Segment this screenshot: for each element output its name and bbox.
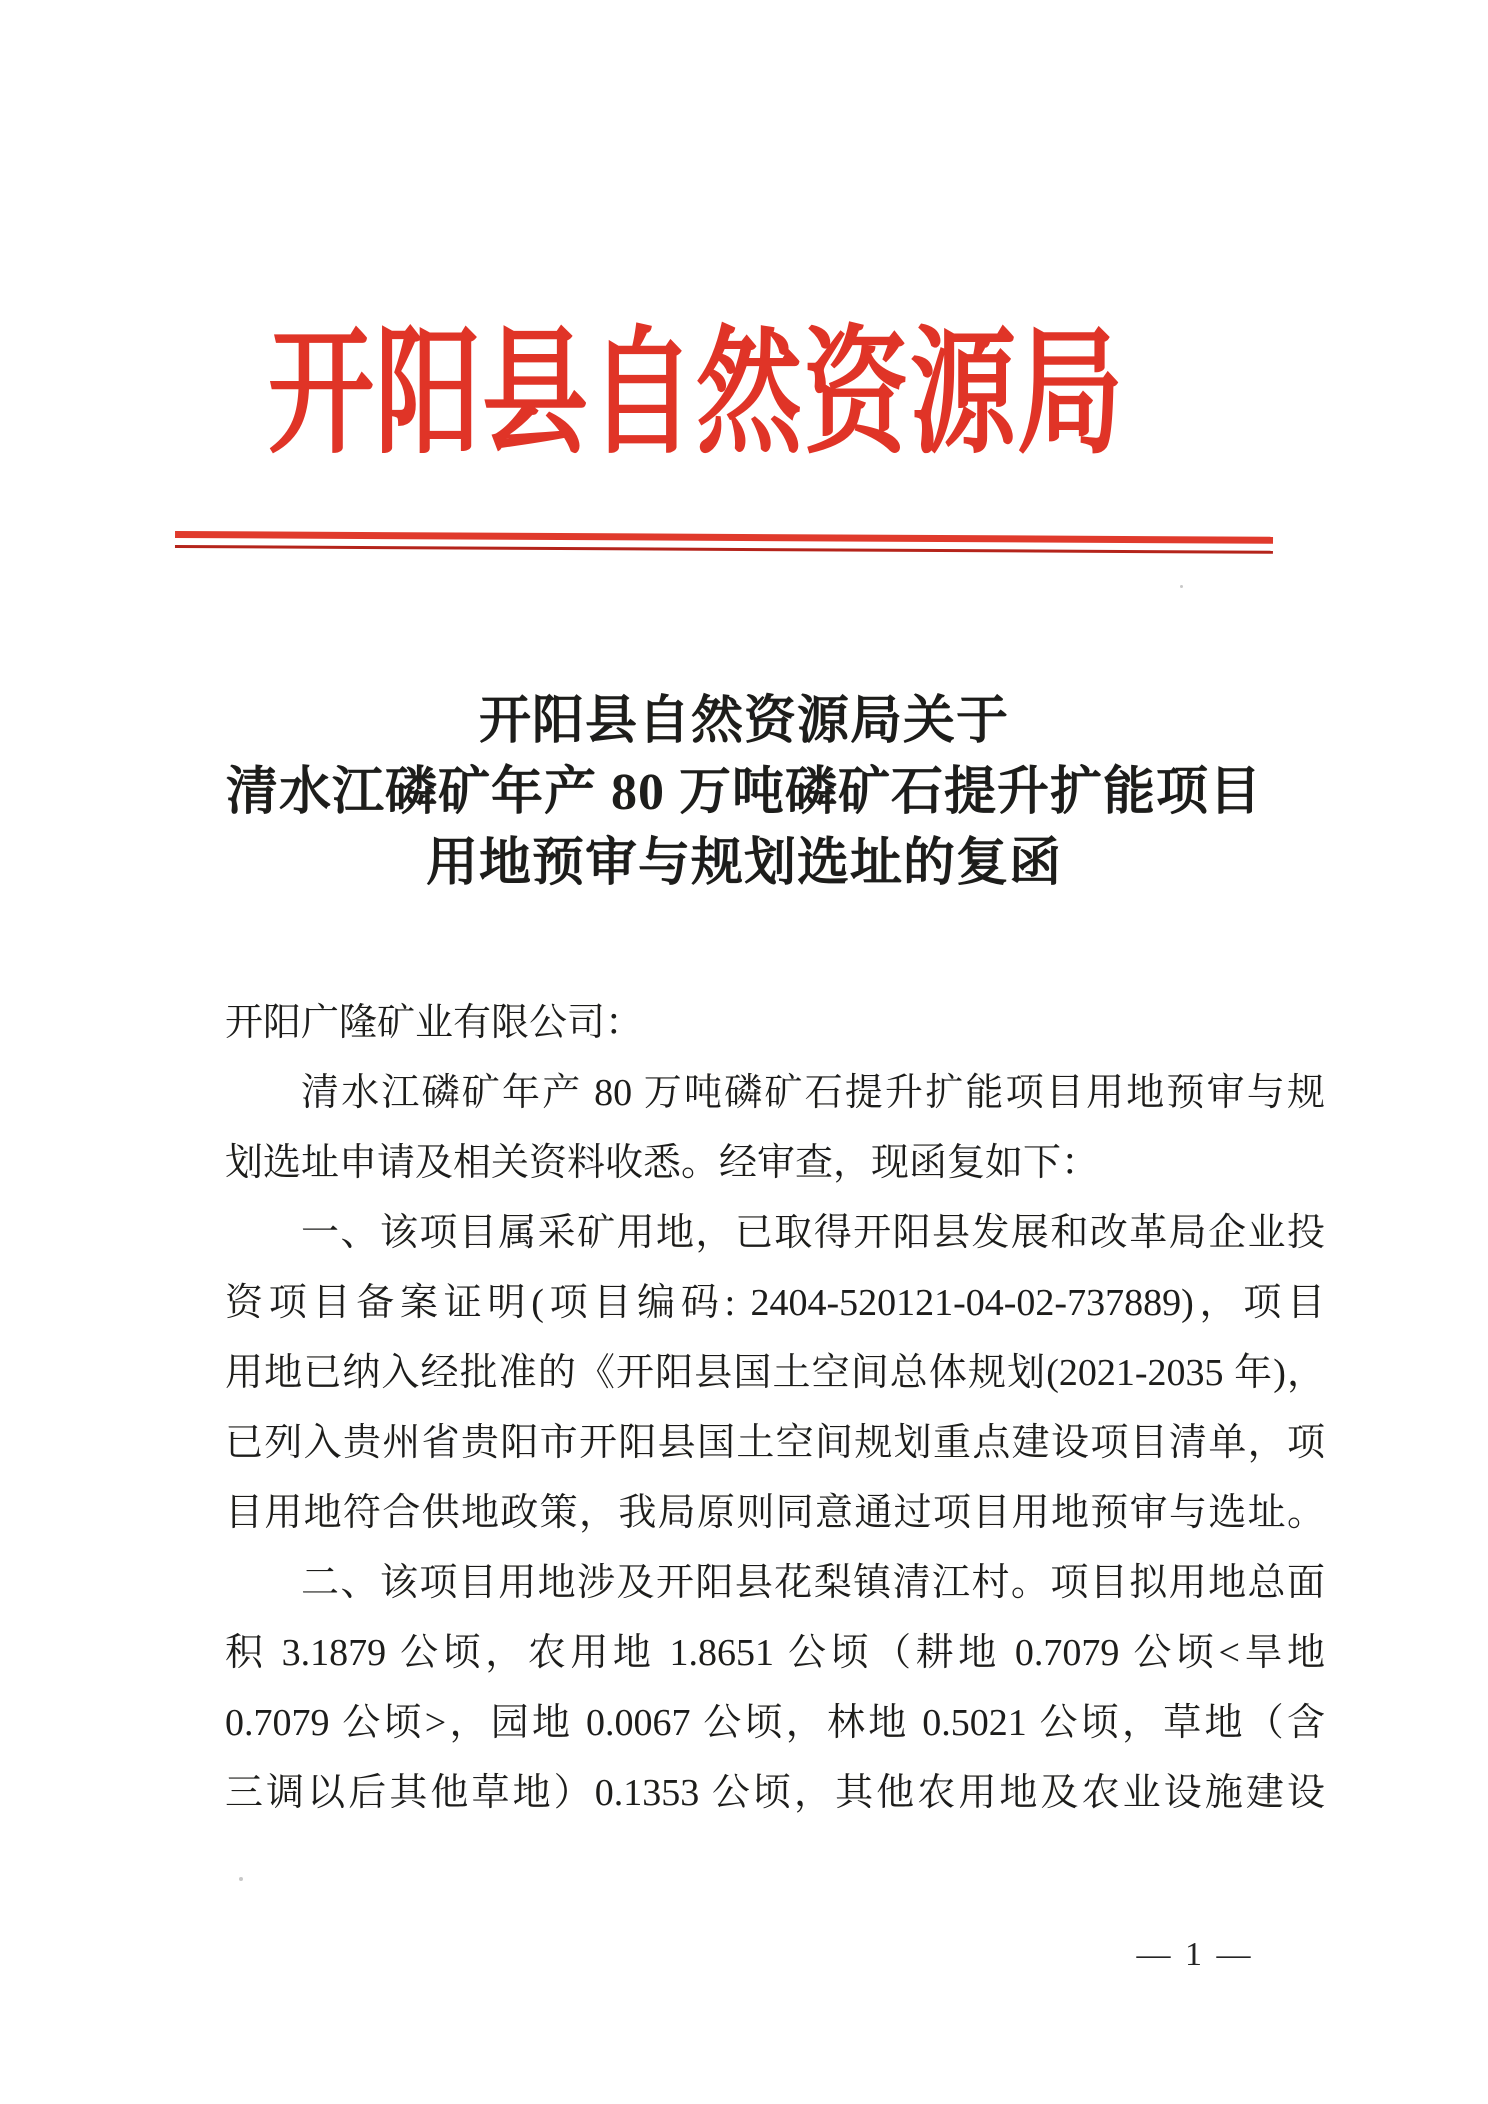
body-line-1: 清水江磷矿年产 80 万吨磷矿石提升扩能项目用地预审与规 bbox=[301, 1072, 1325, 1114]
body-line-3: 一、该项目属采矿用地，已取得开阳县发展和改革局企业投 bbox=[301, 1212, 1325, 1254]
body-line-7: 目用地符合供地政策，我局原则同意通过项目用地预审与选址。 bbox=[225, 1492, 1325, 1534]
letterhead-agency-name: 开阳县自然资源局 bbox=[268, 318, 1124, 471]
body-line-11: 三调以后其他草地）0.1353 公顷，其他农用地及农业设施建设 bbox=[225, 1772, 1325, 1814]
body-line-9: 积 3.1879 公顷，农用地 1.8651 公顷（耕地 0.7079 公顷<旱地 bbox=[225, 1632, 1325, 1674]
document-title-line-2: 清水江磷矿年产 80 万吨磷矿石提升扩能项目 bbox=[225, 764, 1262, 821]
body-line-5: 用地已纳入经批准的《开阳县国土空间总体规划(2021-2035 年)， bbox=[225, 1352, 1325, 1394]
red-rule-thin bbox=[175, 545, 1273, 554]
salutation-line: 开阳广隆矿业有限公司： bbox=[225, 1002, 644, 1044]
body-line-6: 已列入贵州省贵阳市开阳县国土空间规划重点建设项目清单，项 bbox=[225, 1422, 1325, 1464]
red-separator-rule bbox=[175, 531, 1273, 554]
body-line-2: 划选址申请及相关资料收悉。经审查，现函复如下： bbox=[225, 1142, 1100, 1184]
document-body bbox=[225, 988, 1325, 1828]
document-title bbox=[60, 686, 1428, 899]
document-title-line-3: 用地预审与规划选址的复函 bbox=[425, 835, 1062, 892]
scan-speck bbox=[239, 1877, 243, 1881]
body-line-10: 0.7079 公顷>，园地 0.0067 公顷，林地 0.5021 公顷，草地（含 bbox=[225, 1702, 1325, 1744]
body-line-4: 资项目备案证明(项目编码: 2404-520121-04-02-737889)，项目 bbox=[225, 1282, 1325, 1324]
page-number: — 1 — bbox=[1136, 1936, 1254, 1973]
body-line-8: 二、该项目用地涉及开阳县花梨镇清江村。项目拟用地总面 bbox=[301, 1562, 1325, 1604]
scan-speck bbox=[1180, 585, 1183, 588]
document-title-line-1: 开阳县自然资源局关于 bbox=[478, 693, 1009, 750]
red-rule-thick bbox=[175, 531, 1273, 544]
